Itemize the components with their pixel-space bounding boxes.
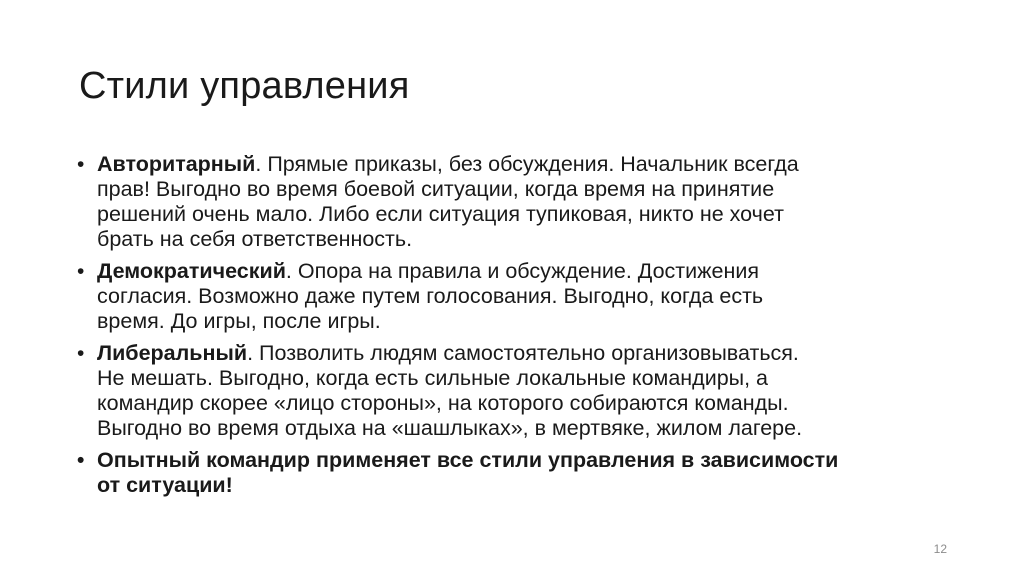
slide-title: Стили управления	[79, 65, 410, 107]
bullet-line: Не мешать. Выгодно, когда есть сильные локальные командиры, а	[97, 366, 769, 390]
bullet-line: командир скорее «лицо стороны», на которого собираются команды.	[97, 391, 789, 415]
bullet-line	[97, 341, 957, 366]
bullet-line: брать на себя ответственность.	[97, 227, 413, 251]
bullet-authoritarian	[77, 152, 957, 252]
bullet-line: Выгодно во время отдыха на «шашлыках», в мертвяке, жилом лагере.	[97, 416, 803, 440]
bullet-line: решений очень мало. Либо если ситуация тупиковая, никто не хочет	[97, 202, 784, 226]
bullet-list	[77, 152, 957, 505]
bullet-line	[97, 259, 957, 284]
bullet-democratic	[77, 259, 957, 334]
bullet-text: . Прямые приказы, без обсуждения. Начальник всегда	[255, 152, 799, 176]
bullet-line: Опытный командир применяет все стили управления в зависимости	[97, 448, 839, 472]
bullet-line: прав! Выгодно во время боевой ситуации, когда время на принятие	[97, 177, 775, 201]
bullet-dot-icon: •	[77, 153, 85, 176]
bullet-text: . Позволить людям самостоятельно организовываться.	[247, 341, 799, 365]
bullet-dot-icon: •	[77, 260, 85, 283]
page-number: 12	[933, 542, 947, 556]
bullet-dot-icon: •	[77, 342, 85, 365]
bullet-text: . Опора на правила и обсуждение. Достижения	[285, 259, 760, 283]
bullet-conclusion	[77, 448, 957, 498]
bullet-lead: Демократический	[97, 259, 286, 283]
bullet-dot-icon: •	[77, 449, 85, 472]
bullet-lead: Авторитарный	[97, 152, 256, 176]
bullet-lead: Либеральный	[97, 341, 248, 365]
bullet-line: время. До игры, после игры.	[97, 309, 381, 333]
bullet-line: согласия. Возможно даже путем голосования. Выгодно, когда есть	[97, 284, 764, 308]
bullet-line: от ситуации!	[97, 473, 233, 497]
bullet-liberal	[77, 341, 957, 441]
bullet-line	[97, 152, 957, 177]
